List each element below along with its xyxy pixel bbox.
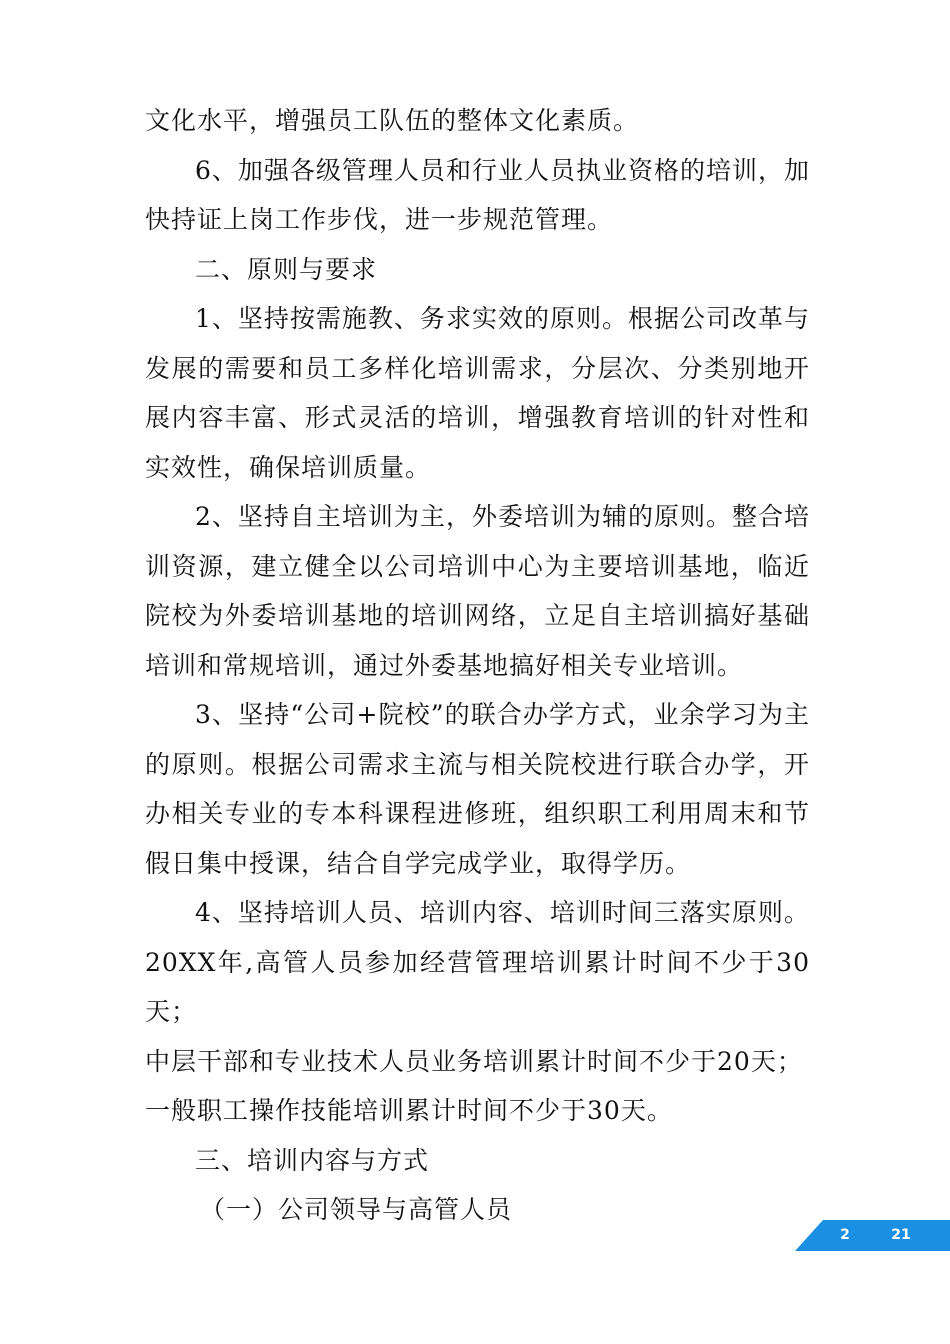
paragraph-principle-2: 2、坚持自主培训为主，外委培训为辅的原则。整合培训资源，建立健全以公司培训中心为主要培训基地，临近院校为外委培训基地的培训网络，立足自主培训搞好基础培训和常规培训，通过外委基地搞好相关专业培训。 xyxy=(145,502,810,680)
paragraph-principle-3: 3、坚持“公司+院校”的联合办学方式，业余学习为主的原则。根据公司需求主流与相关院校进行联合办学，开办相关专业的专本科课程进修班，组织职工利用周末和节假日集中授课，结合自学完成学业，取得学历。 xyxy=(145,700,810,878)
paragraph-principle-4-line-middle: 中层干部和专业技术人员业务培训累计时间不少于20天； xyxy=(145,1046,803,1076)
paragraph-principle-4-line-staff: 一般职工操作技能培训累计时间不少于30天。 xyxy=(145,1096,673,1125)
paragraph-principle-1: 1、坚持按需施教、务求实效的原则。根据公司改革与发展的需要和员工多样化培训需求，分层次、分类别地开展内容丰富、形式灵活的培训，增强教育培训的针对性和实效性，确保培训质量。 xyxy=(145,304,810,482)
paragraph-principle-4-line-senior: 20XX年,高管人员参加经营管理培训累计时间不少于30天； xyxy=(145,947,810,1026)
section-heading-principles: 二、原则与要求 xyxy=(195,254,378,284)
paragraph-continuation: 文化水平，增强员工队伍的整体文化素质。 xyxy=(145,106,640,135)
page-total: 21 xyxy=(891,1227,911,1243)
paragraph-principle-4: 4、坚持培训人员、培训内容、培训时间三落实原则。 xyxy=(195,898,810,927)
footer-accent-band xyxy=(795,1220,950,1251)
sub-heading-leaders: （一）公司领导与高管人员 xyxy=(200,1195,513,1224)
section-heading-content: 三、培训内容与方式 xyxy=(195,1145,430,1175)
document-body xyxy=(145,96,810,1235)
page-number: 2 xyxy=(840,1227,850,1243)
paragraph-item-6: 6、加强各级管理人员和行业人员执业资格的培训，加快持证上岗工作步伐，进一步规范管理。 xyxy=(145,155,810,234)
